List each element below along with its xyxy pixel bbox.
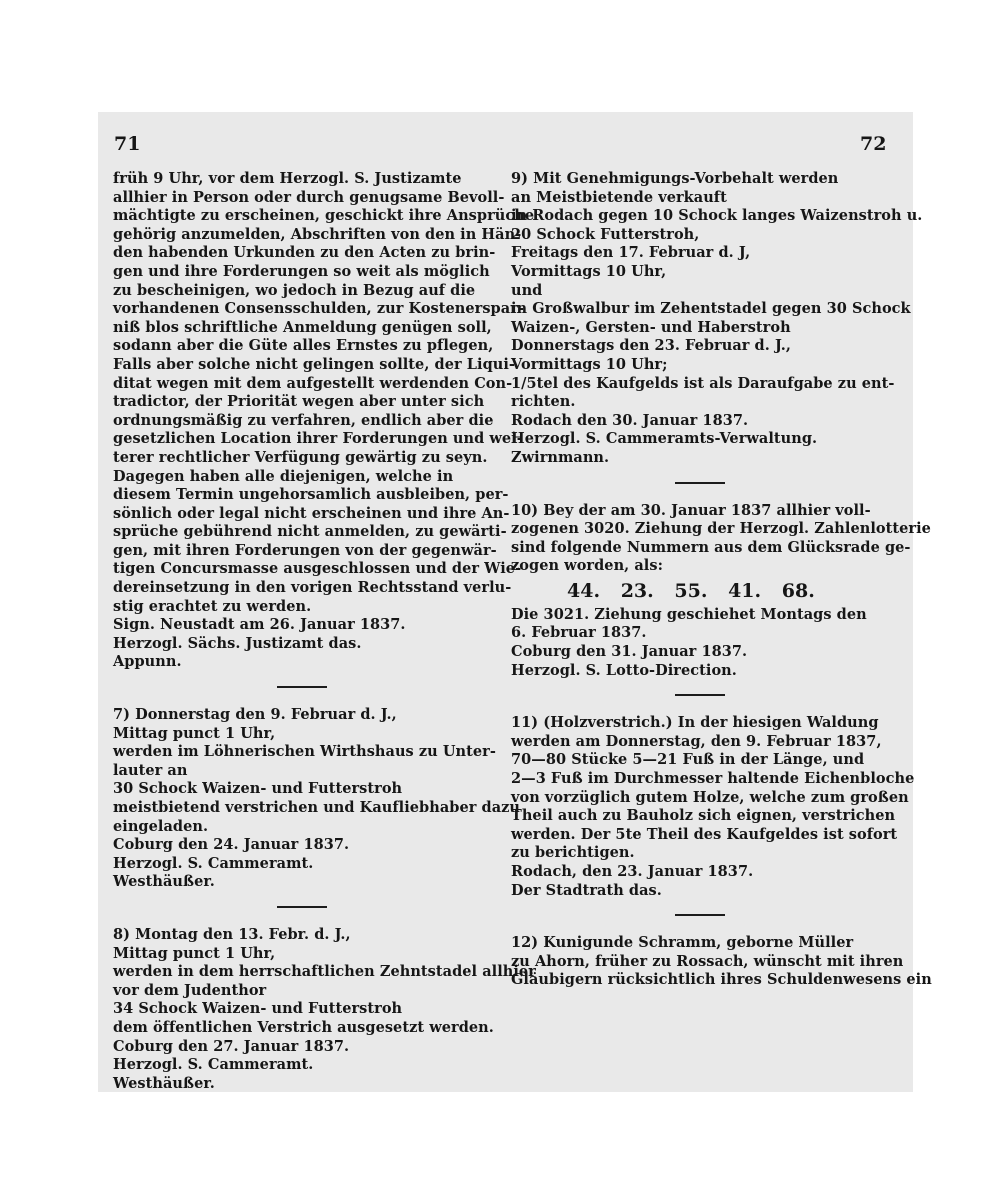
text-line: werden im Löhnerischen Wirthshaus zu Unter- <box>113 743 496 761</box>
lotto-number: 68. <box>781 579 815 602</box>
text-line: Coburg den 24. Januar 1837. <box>113 836 350 854</box>
text-line: Dagegen haben alle diejenigen, welche in <box>113 467 454 485</box>
text-line: 6. Februar 1837. <box>511 624 647 642</box>
text-line: sind folgende Nummern aus dem Glücksrade ge- <box>511 538 911 556</box>
text-line: sodann aber die Güte alles Ernstes zu pflegen, <box>113 337 494 355</box>
lotto-number: 23. <box>620 579 654 602</box>
text-line: Appunn. <box>113 653 182 671</box>
section-divider <box>277 906 327 908</box>
page-number-left: 71 <box>114 133 141 155</box>
text-line: gen, mit ihren Forderungen von der gegenwär- <box>113 541 497 559</box>
text-line: stig erachtet zu werden. <box>113 597 312 615</box>
text-line: ordnungsmäßig zu verfahren, endlich aber die <box>113 411 494 429</box>
text-line: lauter an <box>113 761 188 779</box>
lotto-number: 41. <box>728 579 762 602</box>
text-line: Waizen-, Gersten- und Haberstroh <box>511 318 791 336</box>
text-line: tradictor, der Priorität wegen aber unter sich <box>113 393 485 411</box>
text-line: zogenen 3020. Ziehung der Herzogl. Zahlenlotterie <box>511 520 931 538</box>
text-line: Gläubigern rücksichtlich ihres Schuldenwesens ein <box>511 971 932 989</box>
text-line: 70—80 Stücke 5—21 Fuß in der Länge, und <box>511 751 865 769</box>
section-8 <box>113 925 536 1093</box>
text-line: von vorzüglich gutem Holze, welche zum großen <box>511 788 909 806</box>
page-number-right: 72 <box>860 133 887 155</box>
section-9 <box>511 170 923 468</box>
text-line: 12) Kunigunde Schramm, geborne Müller <box>511 934 854 952</box>
section-divider <box>277 686 327 688</box>
text-line: Vormittags 10 Uhr, <box>511 262 667 280</box>
text-line: Rodach, den 23. Januar 1837. <box>511 863 754 880</box>
text-line: an Meistbietende verkauft <box>511 188 727 206</box>
text-line: und <box>511 281 543 299</box>
text-line: Herzogl. S. Lotto-Direction. <box>511 661 737 679</box>
text-line: Rodach den 30. Januar 1837. <box>511 411 749 429</box>
text-line: meistbietend verstrichen und Kaufliebhaber dazu <box>113 799 521 816</box>
text-line: zogen worden, als: <box>511 557 663 575</box>
text-line: zu bescheinigen, wo jedoch in Bezug auf die <box>113 281 476 299</box>
text-line: Herzogl. S. Cammeramt. <box>113 1056 314 1074</box>
text-line: früh 9 Uhr, vor dem Herzogl. S. Justizamte <box>113 170 462 187</box>
text-line: mächtigte zu erscheinen, geschickt ihre Ansprüche <box>113 207 535 225</box>
text-line: diesem Termin ungehorsamlich ausbleiben, per- <box>113 486 509 504</box>
text-line: werden. Der 5te Theil des Kaufgeldes ist sofort <box>511 825 898 843</box>
text-line: Sign. Neustadt am 26. Januar 1837. <box>113 616 406 634</box>
text-line: 7) Donnerstag den 9. Februar d. J., <box>113 706 397 724</box>
text-line: 8) Montag den 13. Febr. d. J., <box>113 925 351 943</box>
text-line: Vormittags 10 Uhr; <box>511 355 668 373</box>
text-line: werden in dem herrschaftlichen Zehntstadel allhier <box>113 963 536 981</box>
lotto-numbers <box>511 576 889 606</box>
text-line: sprüche gebührend nicht anmelden, zu gewärti- <box>113 523 507 541</box>
text-line: vorhandenen Consensschulden, zur Kostenerspar- <box>113 300 524 318</box>
text-line: dem öffentlichen Verstrich ausgesetzt werden. <box>113 1018 494 1036</box>
text-line: Falls aber solche nicht gelingen sollte, der Liqui- <box>113 355 515 373</box>
section-6-continuation <box>113 170 535 672</box>
text-line: 11) (Holzverstrich.) In der hiesigen Waldung <box>511 714 879 732</box>
text-line: 34 Schock Waizen- und Futterstroh <box>113 1000 403 1018</box>
section-divider <box>675 482 725 484</box>
text-line: Coburg den 27. Januar 1837. <box>113 1037 350 1055</box>
text-line: Die 3021. Ziehung geschiehet Montags den <box>511 605 867 623</box>
text-line: gen und ihre Forderungen so weit als möglich <box>113 262 490 280</box>
text-line: 9) Mit Genehmigungs-Vorbehalt werden <box>511 170 839 187</box>
right-column <box>511 170 932 990</box>
text-line: Freitags den 17. Februar d. J, <box>511 244 751 262</box>
text-line: Westhäußer. <box>113 1074 215 1092</box>
lotto-number: 55. <box>674 579 708 602</box>
text-line: niß blos schriftliche Anmeldung genügen soll, <box>113 318 492 336</box>
text-line: Donnerstags den 23. Februar d. J., <box>511 337 791 355</box>
text-line: sönlich oder legal nicht erscheinen und ihre An- <box>113 504 510 522</box>
text-line: 30 Schock Waizen- und Futterstroh <box>113 780 403 798</box>
text-line: zu berichtigen. <box>511 844 635 862</box>
text-line: richten. <box>511 393 576 411</box>
section-10-intro <box>511 501 931 576</box>
text-line: den habenden Urkunden zu den Acten zu brin- <box>113 244 496 262</box>
text-line: werden am Donnerstag, den 9. Februar 1837, <box>511 732 882 750</box>
text-line: terer rechtlicher Verfügung gewärtig zu seyn. <box>113 448 488 466</box>
text-line: Theil auch zu Bauholz sich eignen, verstrichen <box>511 807 896 825</box>
text-line: Zwirnmann. <box>511 448 610 466</box>
text-line: allhier in Person oder durch genugsame Bevoll- <box>113 188 505 206</box>
lotto-number: 44. <box>567 579 601 602</box>
text-line: dereinsetzung in den vorigen Rechtsstand verlu- <box>113 579 512 597</box>
text-line: Mittag punct 1 Uhr, <box>113 944 276 962</box>
text-line: zu Ahorn, früher zu Rossach, wünscht mit ihren <box>511 952 904 970</box>
left-column <box>113 170 536 1093</box>
text-line: 10) Bey der am 30. Januar 1837 allhier voll- <box>511 501 871 519</box>
text-line: Herzogl. S. Cammeramt. <box>113 854 314 872</box>
text-line: Westhäußer. <box>113 873 215 891</box>
section-divider <box>675 694 725 696</box>
text-line: gesetzlichen Location ihrer Forderungen und wei- <box>113 430 523 448</box>
text-line: Herzogl. S. Cammeramts-Verwaltung. <box>511 430 818 448</box>
section-divider <box>675 914 725 916</box>
section-7 <box>113 706 521 892</box>
text-line: tigen Concursmasse ausgeschlossen und der Wie- <box>113 560 522 578</box>
text-line: Der Stadtrath das. <box>511 881 662 899</box>
text-line: eingeladen. <box>113 817 209 835</box>
text-line: Mittag punct 1 Uhr, <box>113 724 276 742</box>
section-12 <box>511 934 932 990</box>
section-11 <box>511 714 915 900</box>
text-line: 2—3 Fuß im Durchmesser haltende Eichenbloche <box>511 770 915 788</box>
section-10-outro <box>511 606 889 680</box>
text-line: 20 Schock Futterstroh, <box>511 225 700 243</box>
text-line: 1/5tel des Kaufgelds ist als Daraufgabe zu ent- <box>511 374 895 392</box>
text-line: vor dem Judenthor <box>113 981 267 999</box>
text-line: Coburg den 31. Januar 1837. <box>511 643 748 661</box>
text-line: in Großwalbur im Zehentstadel gegen 30 Schock <box>511 300 911 318</box>
text-line: gehörig anzumelden, Abschriften von den in Hän- <box>113 225 522 243</box>
text-line: ditat wegen mit dem aufgestellt werdenden Con- <box>113 374 513 392</box>
text-line: in Rodach gegen 10 Schock langes Waizenstroh u. <box>511 207 923 225</box>
text-line: Herzogl. Sächs. Justizamt das. <box>113 634 362 652</box>
